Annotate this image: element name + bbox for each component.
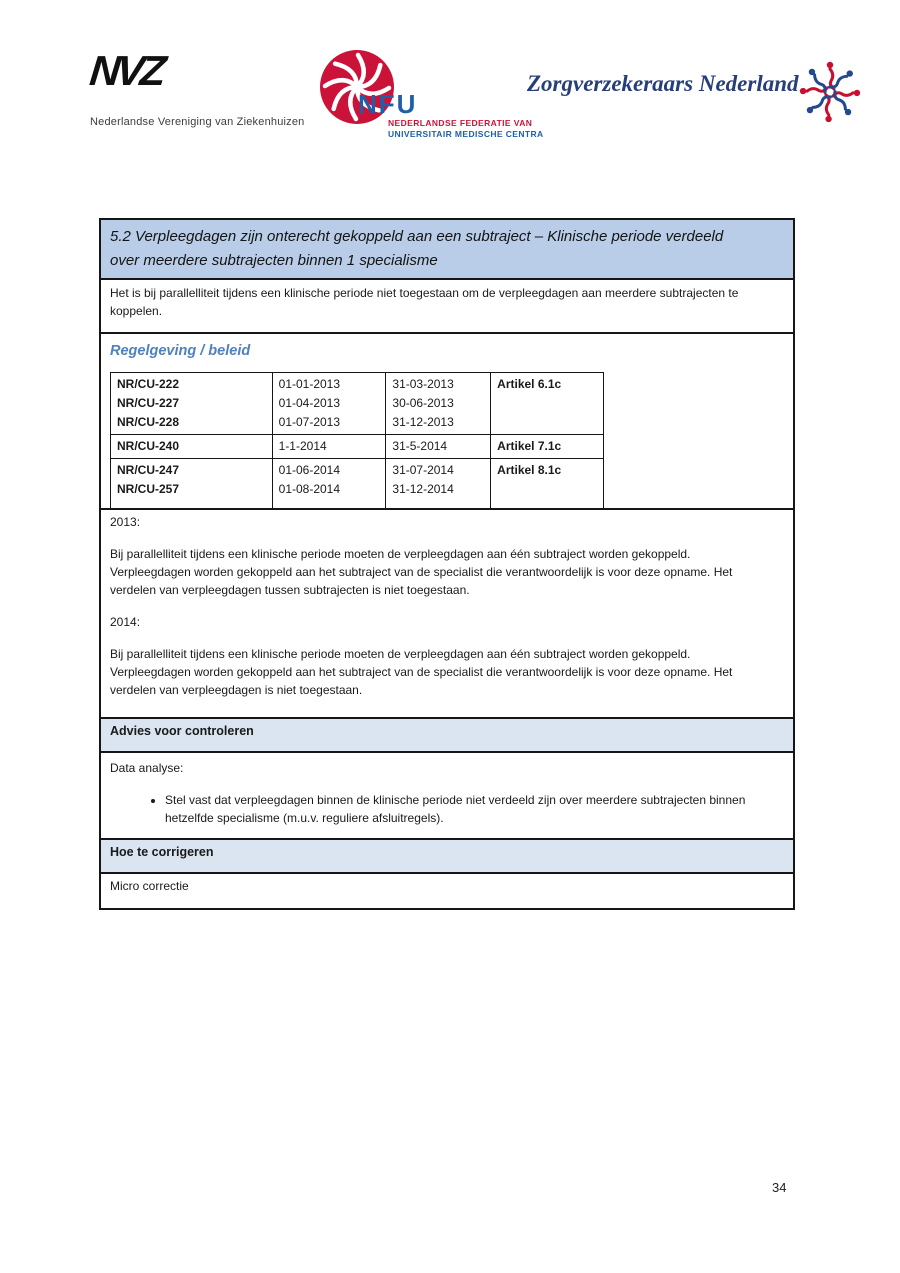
section-box: [99, 218, 795, 910]
section-intro: [101, 280, 793, 334]
nfu-wordmark: NFU: [358, 89, 418, 119]
year-2014-label: 2014:: [110, 615, 141, 629]
nvz-logo: [87, 47, 305, 128]
regelgeving-table: [110, 372, 604, 510]
cell-artikel: Artikel 8.1c: [491, 459, 604, 510]
policy-text-section: [101, 510, 793, 719]
data-analyse-label: Data analyse:: [110, 761, 184, 775]
regelgeving-section: [101, 334, 793, 510]
cell-artikel: Artikel 7.1c: [491, 435, 604, 459]
cell-codes: NR/CU-247 NR/CU-257: [111, 459, 273, 510]
nvz-wordmark-icon: NVZ: [87, 47, 165, 94]
corrigeren-heading: Hoe te corrigeren: [101, 840, 793, 874]
cell-start-dates: 1-1-2014: [272, 435, 386, 459]
regelgeving-heading: Regelgeving / beleid: [110, 343, 251, 359]
nfu-caption-line1: NEDERLANDSE FEDERATIE VAN: [388, 118, 533, 128]
advies-heading: Advies voor controleren: [101, 719, 793, 753]
zn-wordmark: Zorgverzekeraars Nederland: [527, 71, 799, 96]
cell-start-dates: 01-01-2013 01-04-2013 01-07-2013: [272, 373, 386, 435]
page-number: 34: [772, 1180, 787, 1195]
cell-codes: NR/CU-240: [111, 435, 273, 459]
zorgverzekeraars-nederland-logo: [527, 55, 877, 135]
advies-bullet-list: [165, 791, 784, 827]
nfu-caption-line2: UNIVERSITAIR MEDISCHE CENTRA: [388, 129, 544, 139]
table-row: [111, 435, 604, 459]
advies-content: [101, 753, 793, 840]
cell-end-dates: 31-5-2014: [386, 435, 491, 459]
zn-figures-emblem-icon: [789, 53, 871, 131]
corrigeren-content: Micro correctie: [110, 879, 189, 893]
year-2013-text: Bij parallelliteit tijdens een klinische periode moeten de verpleegdagen aan één subtraject worden gekoppeld. Verpleegdagen worden gekoppeld aan het subtraject van de specialist die verantwoordelijk is voor deze opname. Het verdelen van verpleegdagen tussen subtrajecten is niet toegestaan.: [110, 547, 733, 597]
section-title: 5.2 Verpleegdagen zijn onterecht gekoppeld aan een subtraject – Klinische periode verdeeld over meerdere subtrajecten binnen 1 specialisme: [101, 220, 793, 280]
nfu-caption: [388, 118, 544, 140]
table-row: [111, 373, 604, 435]
cell-artikel: Artikel 6.1c: [491, 373, 604, 435]
cell-codes: NR/CU-222 NR/CU-227 NR/CU-228: [111, 373, 273, 435]
year-2014-text: Bij parallelliteit tijdens een klinische periode moeten de verpleegdagen aan één subtraject worden gekoppeld. Verpleegdagen worden gekoppeld aan het subtraject van de specialist die verantwoordelijk is voor deze opname. Het verdelen van verpleegdagen is niet toegestaan.: [110, 647, 733, 697]
nvz-tagline: Nederlandse Vereniging van Ziekenhuizen: [90, 116, 305, 128]
year-2013-label: 2013:: [110, 515, 141, 529]
intro-text: Het is bij parallelliteit tijdens een klinische periode niet toegestaan om de verpleegdagen aan meerdere subtrajecten te koppelen.: [110, 286, 739, 318]
advies-bullet-item: • Stel vast dat verpleegdagen binnen de klinische periode niet verdeeld zijn over meerdere subtrajecten binnen hetzelfde specialisme (m.u.v. reguliere afsluitregels).: [165, 791, 784, 827]
cell-end-dates: 31-07-2014 31-12-2014: [386, 459, 491, 510]
cell-end-dates: 31-03-2013 30-06-2013 31-12-2013: [386, 373, 491, 435]
nfu-logo: [318, 45, 544, 145]
table-row: [111, 459, 604, 510]
cell-start-dates: 01-06-2014 01-08-2014: [272, 459, 386, 510]
